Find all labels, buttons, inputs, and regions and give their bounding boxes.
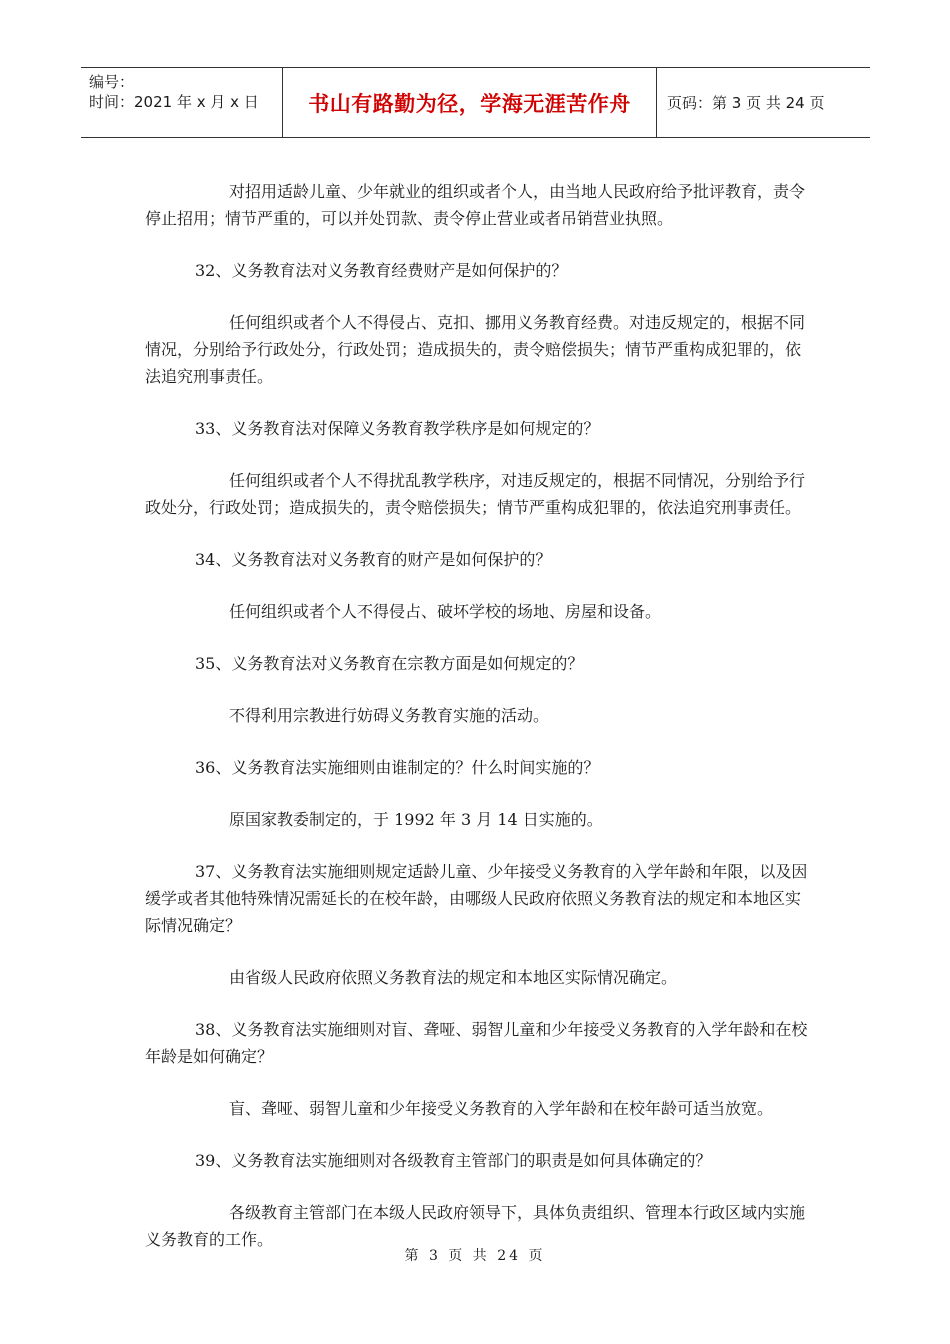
document-body <box>145 178 810 1253</box>
time-line: 时间：2021 年 x 月 x 日 <box>89 93 259 111</box>
answer-36: 原国家教委制定的，于 1992 年 3 月 14 日实施的。 <box>229 810 603 829</box>
page-header <box>81 67 870 138</box>
page-footer: 第 3 页 共 24 页 <box>404 1248 546 1264</box>
question-38: 38、义务教育法实施细则对盲、聋哑、弱智儿童和少年接受义务教育的入学年龄和在校年龄是如何确定？ <box>145 1020 808 1066</box>
answer-35: 不得利用宗教进行妨碍义务教育实施的活动。 <box>229 706 550 725</box>
header-page-cell <box>657 68 870 137</box>
answer-33: 任何组织或者个人不得扰乱教学秩序，对违反规定的，根据不同情况，分别给予行政处分，行政处罚；造成损失的，责令赔偿损失；情节严重构成犯罪的，依法追究刑事责任。 <box>145 471 806 517</box>
question-33: 33、义务教育法对保障义务教育教学秩序是如何规定的？ <box>195 419 600 438</box>
serial-label: 编号： <box>89 73 135 91</box>
answer-38: 盲、聋哑、弱智儿童和少年接受义务教育的入学年龄和在校年龄可适当放宽。 <box>229 1099 774 1118</box>
question-37: 37、义务教育法实施细则规定适龄儿童、少年接受义务教育的入学年龄和年限，以及因缓学或者其他特殊情况需延长的在校年龄，由哪级人民政府依照义务教育法的规定和本地区实际情况确定？ <box>145 862 808 935</box>
answer-39: 各级教育主管部门在本级人民政府领导下，具体负责组织、管理本行政区域内实施义务教育的工作。 <box>145 1203 806 1249</box>
motto-text: 书山有路勤为径，学海无涯苦作舟 <box>308 91 631 116</box>
question-36: 36、义务教育法实施细则由谁制定的？什么时间实施的？ <box>195 758 600 777</box>
answer-34: 任何组织或者个人不得侵占、破坏学校的场地、房屋和设备。 <box>229 602 662 621</box>
answer-32: 任何组织或者个人不得侵占、克扣、挪用义务教育经费。对违反规定的，根据不同情况，分别给予行政处分，行政处罚；造成损失的，责令赔偿损失；情节严重构成犯罪的，依法追究刑事责任。 <box>145 313 806 386</box>
question-32: 32、义务教育法对义务教育经费财产是如何保护的？ <box>195 261 568 280</box>
header-meta-cell <box>81 68 283 137</box>
page-info: 页码：第 3 页 共 24 页 <box>667 94 825 112</box>
question-35: 35、义务教育法对义务教育在宗教方面是如何规定的？ <box>195 654 584 673</box>
question-34: 34、义务教育法对义务教育的财产是如何保护的？ <box>195 550 552 569</box>
answer-paragraph: 对招用适龄儿童、少年就业的组织或者个人，由当地人民政府给予批评教育，责令停止招用；情节严重的，可以并处罚款、责令停止营业或者吊销营业执照。 <box>145 182 806 228</box>
header-motto-cell <box>283 68 657 137</box>
answer-37: 由省级人民政府依照义务教育法的规定和本地区实际情况确定。 <box>229 968 678 987</box>
question-39: 39、义务教育法实施细则对各级教育主管部门的职责是如何具体确定的？ <box>195 1151 712 1170</box>
